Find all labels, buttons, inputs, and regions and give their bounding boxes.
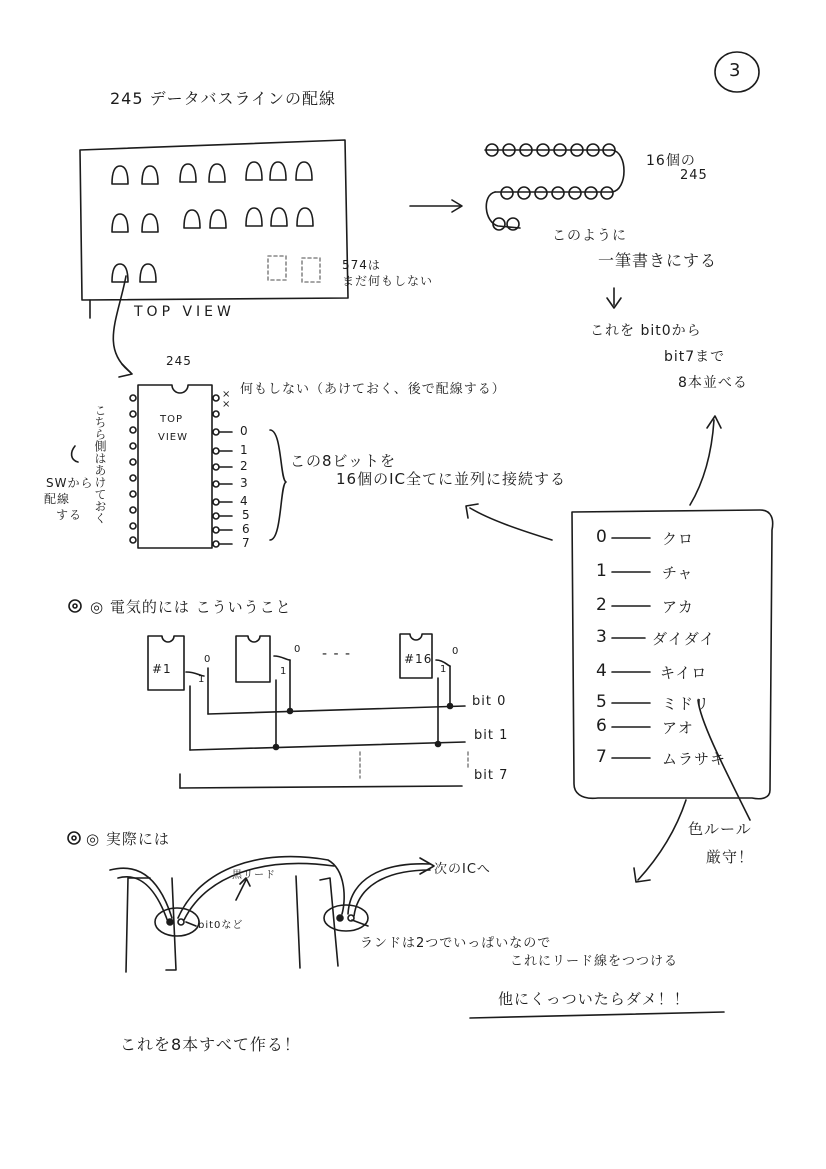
warning-text: 他にくっついたらダメ！！: [498, 990, 690, 1008]
sw-note-line2: 配線: [44, 492, 71, 506]
chips-ellipsis: - - -: [322, 646, 352, 662]
pin-label-3: 3: [240, 476, 249, 490]
left-pins-note: こちら側はあけておく: [93, 404, 107, 524]
chain-note-line1: 16個の: [646, 153, 696, 169]
color-rule-color-7: ムラサキ: [662, 750, 727, 768]
pin-mark-1-last: 1: [440, 664, 448, 675]
color-rule-bit-0: 0: [596, 527, 608, 547]
color-rule-keep-line2: 厳守！: [706, 848, 755, 866]
bit-label: bit0など: [198, 920, 244, 931]
chain-order-line3: 8本並べる: [678, 375, 748, 391]
pin-mark-0-last: 0: [452, 646, 460, 657]
pin-mark-1-first: 1: [198, 674, 206, 685]
pin-label-2: 2: [240, 459, 249, 473]
chain-instruction-line1: このように: [552, 228, 627, 244]
pin-label-1: 1: [240, 443, 249, 457]
sw-note-line3: する: [56, 508, 83, 522]
actual-heading: ◎ 実際には: [86, 830, 170, 848]
section-heading-245-databus: 245 データバスラインの配線: [110, 89, 336, 108]
page-number: 3: [729, 60, 742, 81]
pin-label-0: 0: [240, 424, 249, 438]
ic-view-label: VIEW: [158, 432, 188, 443]
conclusion-text: これを8本すべて作る！: [120, 1035, 301, 1054]
ic-sketch-row-2: [112, 208, 313, 232]
ic-name-label: 245: [166, 354, 192, 368]
chain-order-line2: bit7まで: [664, 349, 726, 365]
chip-label-1: #1: [152, 662, 172, 676]
bus-label-bit1: bit 1: [474, 728, 509, 743]
chain-diagram: [485, 144, 624, 230]
next-ic-label: 次のICへ: [434, 862, 491, 877]
chain-note-line2: 245: [680, 168, 708, 183]
note-574-line1: 574は: [342, 258, 381, 272]
top-view-label: TOP VIEW: [134, 304, 235, 320]
sw-note-line1: SWから: [46, 476, 94, 490]
color-rule-color-2: アカ: [662, 598, 694, 616]
pin-mark-0-first: 0: [204, 654, 212, 665]
color-rule-color-0: クロ: [662, 530, 695, 548]
pin-mark-0-middle: 0: [294, 644, 302, 655]
chain-order-line1: これを bit0から: [590, 323, 702, 339]
color-rule-dashes: [612, 538, 650, 758]
pin-label-4: 4: [240, 494, 249, 508]
color-rule-bit-7: 7: [596, 747, 608, 767]
color-rule-bit-3: 3: [596, 627, 608, 647]
color-rule-bit-6: 6: [596, 716, 608, 736]
color-rule-color-6: アオ: [662, 719, 694, 737]
bits-note-line1: この8ビットを: [290, 452, 396, 470]
chip-label-16: #16: [404, 652, 433, 666]
color-rule-bit-4: 4: [596, 661, 608, 681]
color-rule-color-5: ミドリ: [662, 695, 711, 713]
color-rule-bit-2: 2: [596, 595, 608, 615]
pin-mark-1-middle: 1: [280, 666, 288, 677]
bus-label-bit0: bit 0: [472, 694, 507, 709]
electrical-heading: ◎ 電気的には こういうこと: [90, 598, 292, 616]
pin-label-6: 6: [242, 522, 251, 536]
note-574-line2: まだ何もしない: [342, 274, 434, 288]
top-pins-note: 何もしない（あけておく、後で配線する）: [240, 382, 506, 397]
bus-label-bit7: bit 7: [474, 768, 509, 783]
color-rule-bit-5: 5: [596, 692, 608, 712]
bits-brace: [270, 430, 286, 540]
color-rule-bit-1: 1: [596, 561, 608, 581]
land-note-line2: これにリード線をつつける: [510, 954, 679, 969]
color-rule-color-1: チャ: [662, 564, 694, 582]
pin-label-7: 7: [242, 536, 251, 550]
black-lead-label: 黒リード: [232, 870, 276, 881]
ic-top-label: TOP: [160, 414, 184, 425]
chain-instruction-line2: 一筆書きにする: [598, 251, 718, 270]
color-rule-keep-line1: 色ルール: [688, 820, 752, 838]
land-note-line1: ランドは2つでいっぱいなので: [360, 936, 552, 951]
ic-sketch-row-1: [112, 162, 312, 184]
pin-label-5: 5: [242, 508, 251, 522]
color-rule-color-3: ダイダイ: [652, 630, 716, 648]
unused-pin-marks: × ×: [222, 389, 232, 410]
bits-note-line2: 16個のIC全てに並列に接続する: [336, 470, 566, 488]
electrical-diagram: [68, 600, 468, 844]
ic-sketch-row-3: [112, 256, 320, 282]
color-rule-color-4: キイロ: [660, 664, 708, 682]
